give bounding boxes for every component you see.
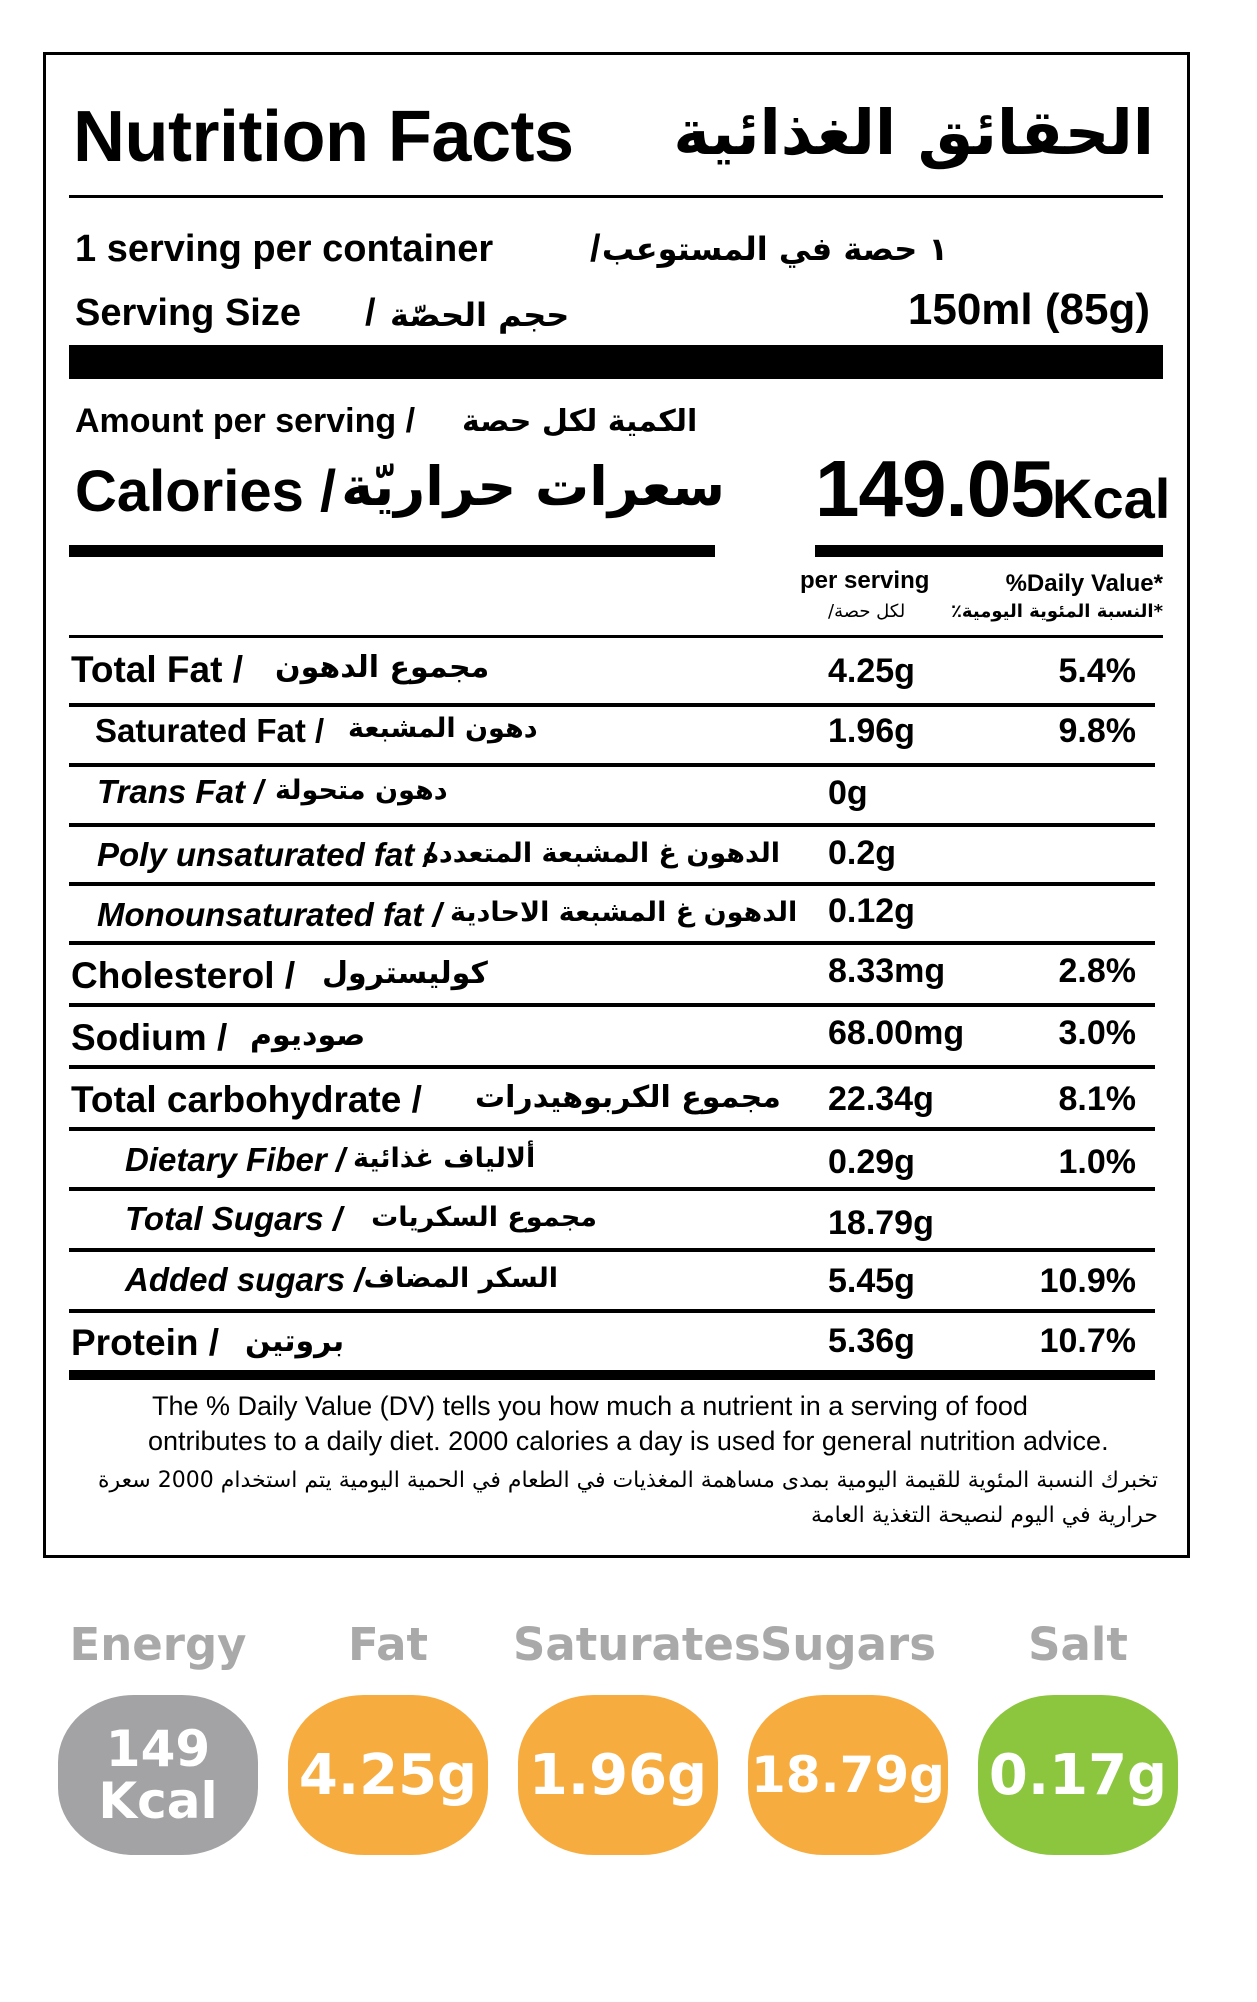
row-label-ar: صوديوم <box>250 1018 366 1053</box>
row-label-en: Total Fat / <box>71 649 243 690</box>
row-divider <box>69 823 1155 827</box>
row-label-ar: مجموع الكربوهيدرات <box>475 1080 781 1115</box>
row-value: 5.45g <box>828 1262 915 1300</box>
row-label-en: Dietary Fiber / <box>125 1141 346 1178</box>
row-label-en: Total carbohydrate / <box>71 1079 422 1120</box>
badge-sugars-value: 18.79g <box>751 1746 945 1804</box>
row-label-ar: الدهون غ المشبعة المتعددة <box>422 838 780 869</box>
badge-label-sugars: Sugars <box>759 1618 936 1671</box>
row-label-ar: ألالياف غذائية <box>353 1143 536 1174</box>
footnote-en-line2: ontributes to a daily diet. 2000 calories a day is used for general nutrition advice. <box>148 1426 1109 1456</box>
amount-per-serving-ar: الكمية لكل حصة <box>462 404 698 439</box>
badge-label-energy: Energy <box>69 1618 247 1671</box>
row-divider <box>69 1127 1155 1131</box>
badge-salt <box>978 1695 1178 1855</box>
row-value: 8.33mg <box>828 952 946 990</box>
row-dv: 3.0% <box>1058 1014 1136 1052</box>
row-label-ar: الدهون غ المشبعة الاحادية <box>450 897 798 928</box>
row-label-ar: السكر المضاف <box>363 1263 558 1294</box>
row-divider <box>69 1309 1155 1313</box>
row-dv: 1.0% <box>1058 1143 1136 1181</box>
badge-fat <box>288 1695 488 1855</box>
row-value: 0.29g <box>828 1143 915 1181</box>
serving-size-value: 150ml (85g) <box>907 285 1150 334</box>
calories-unit: Kcal <box>1052 467 1171 530</box>
row-divider <box>69 1003 1155 1007</box>
row-label-en: Added sugars / <box>125 1261 364 1298</box>
row-label-ar: مجموع الدهون <box>275 650 490 685</box>
calories-number: 149.05 <box>815 444 1054 533</box>
header-per-serving-en: per serving <box>800 567 930 594</box>
divider-headers <box>69 635 1163 638</box>
row-label-en: Monounsaturated fat / <box>97 896 442 933</box>
footnote-ar-line1: تخبرك النسبة المئوية للقيمة اليومية بمدى مساهمة المغذيات في الطعام في الحمية اليومية يتم استخدام 2000 سعرة <box>98 1468 1158 1493</box>
thick-bar-1 <box>69 345 1163 379</box>
serving-size-slash: / <box>365 292 376 334</box>
row-divider <box>69 763 1155 767</box>
divider-title <box>69 195 1163 198</box>
badge-saturates-value: 1.96g <box>528 1742 708 1808</box>
header-dv-en: %Daily Value* <box>1005 570 1163 597</box>
row-divider <box>69 1065 1155 1069</box>
row-value: 18.79g <box>828 1204 934 1242</box>
row-value: 0g <box>828 774 868 812</box>
calories-label-en: Calories / <box>75 459 337 524</box>
row-value: 1.96g <box>828 712 915 750</box>
badge-energy <box>58 1695 258 1855</box>
thick-bar-right <box>815 545 1163 557</box>
footnote-en-line1: The % Daily Value (DV) tells you how much a nutrient in a serving of food <box>152 1391 1028 1421</box>
badge-label-saturates: Saturates <box>513 1618 761 1671</box>
serving-size-ar: حجم الحصّة <box>390 296 570 334</box>
header-per-serving-ar: لكل حصة/ <box>828 601 906 622</box>
row-value: 5.36g <box>828 1322 915 1360</box>
title-ar: الحقائق الغذائية <box>673 96 1154 169</box>
row-label-ar: كوليسترول <box>322 956 488 991</box>
row-value: 0.12g <box>828 892 915 930</box>
row-divider <box>69 1187 1155 1191</box>
row-value: 4.25g <box>828 652 915 690</box>
badge-fat-value: 4.25g <box>298 1742 478 1808</box>
badge-salt-value: 0.17g <box>988 1742 1168 1808</box>
calories-label-ar: سعرات حراريّة <box>341 455 725 518</box>
row-label-en: Poly unsaturated fat / <box>97 836 433 873</box>
row-label-ar: دهون متحولة <box>275 775 448 806</box>
header-dv-ar: *النسبة المئوية اليومية٪ <box>950 601 1163 622</box>
row-label-en: Sodium / <box>71 1017 228 1058</box>
row-label-en: Trans Fat / <box>97 773 264 810</box>
row-divider <box>69 1248 1155 1252</box>
serving-size-en: Serving Size <box>75 292 301 334</box>
row-value: 68.00mg <box>828 1014 965 1052</box>
row-value: 22.34g <box>828 1080 934 1118</box>
row-dv: 5.4% <box>1058 652 1136 690</box>
row-label-ar: دهون المشبعة <box>348 713 538 744</box>
servings-per-container-ar: ١ حصة في المستوعب <box>601 230 948 268</box>
row-divider <box>69 703 1155 707</box>
row-label-en: Protein / <box>71 1322 220 1363</box>
badge-energy-unit: Kcal <box>98 1772 218 1830</box>
amount-per-serving-en: Amount per serving / <box>75 402 416 440</box>
badge-sugars <box>748 1695 948 1855</box>
row-dv: 10.9% <box>1039 1262 1136 1300</box>
row-label-ar: بروتين <box>245 1324 345 1359</box>
badge-label-fat: Fat <box>348 1618 428 1671</box>
row-value: 0.2g <box>828 834 897 872</box>
row-dv: 9.8% <box>1058 712 1136 750</box>
row-label-ar: مجموع السكريات <box>371 1202 597 1233</box>
badge-label-salt: Salt <box>1028 1618 1128 1671</box>
row-divider <box>69 882 1155 886</box>
title-en: Nutrition Facts <box>73 97 574 177</box>
row-label-en: Cholesterol / <box>71 955 296 996</box>
thick-bar-bottom <box>69 1370 1155 1380</box>
row-divider <box>69 941 1155 945</box>
row-dv: 2.8% <box>1058 952 1136 990</box>
row-dv: 10.7% <box>1039 1322 1136 1360</box>
thick-bar-left <box>69 545 715 557</box>
footnote-ar-line2: حرارية في اليوم لنصيحة التغذية العامة <box>811 1503 1158 1528</box>
row-label-en: Total Sugars / <box>125 1200 342 1237</box>
servings-slash: / <box>590 228 601 270</box>
row-dv: 8.1% <box>1058 1080 1136 1118</box>
badge-energy-value: 149 <box>105 1720 211 1778</box>
row-label-en: Saturated Fat / <box>95 712 325 749</box>
servings-per-container-en: 1 serving per container <box>75 228 494 270</box>
badge-saturates <box>518 1695 718 1855</box>
